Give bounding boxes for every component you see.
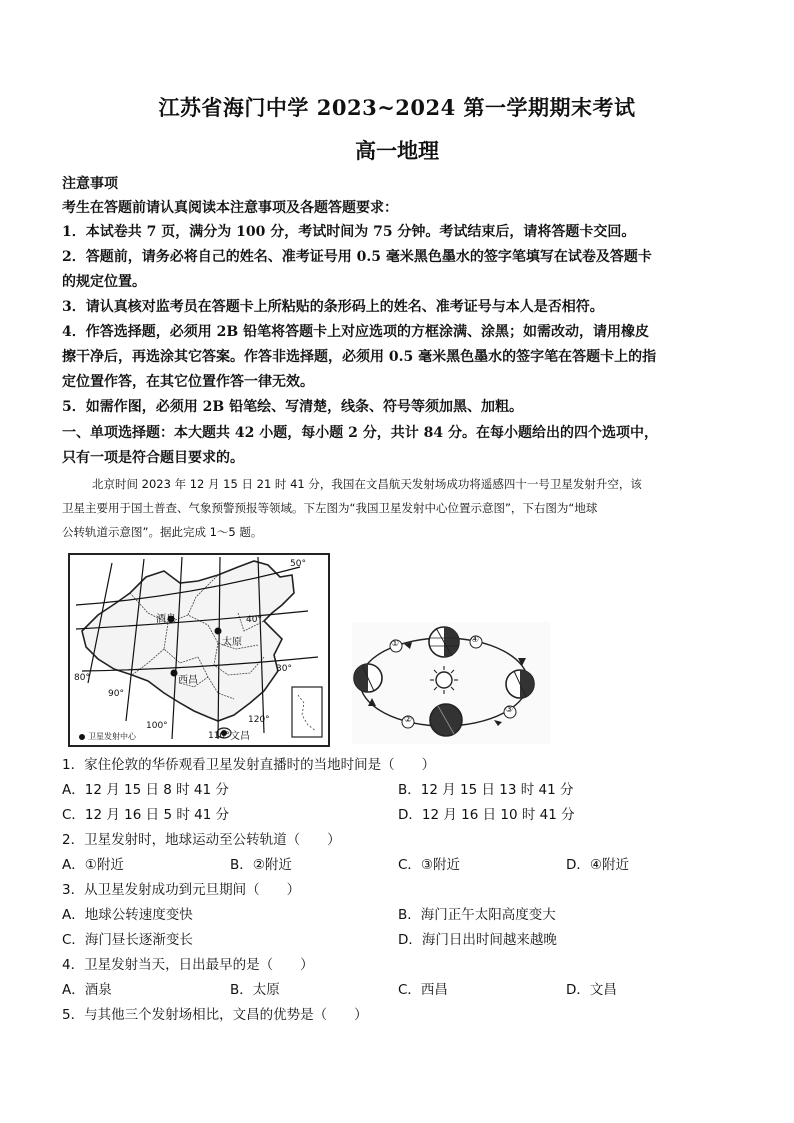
notice-item: 2．答题前，请务必将自己的姓名、准考证号用 0.5 毫米黑色墨水的签字笔填写在试卷及答题卡 (62, 249, 652, 265)
jiuquan-label: 酒泉 (156, 614, 176, 625)
lon-90-label: 90° (108, 689, 124, 699)
notice-item: 3．请认真核对监考员在答题卡上所粘贴的条形码上的姓名、准考证号与本人是否相符。 (62, 299, 604, 315)
notice-item: 1．本试卷共 7 页，满分为 100 分，考试时间为 75 分钟。考试结束后，请将答题卡交回。 (62, 224, 636, 240)
question-option[interactable]: C．③附近 (398, 857, 461, 873)
question-option[interactable]: A．①附近 (62, 857, 124, 873)
notice-heading: 注意事项 (62, 176, 118, 192)
question-option[interactable]: D．④附近 (566, 857, 629, 873)
question-option[interactable]: A．酒泉 (62, 982, 112, 998)
question-option[interactable]: B．②附近 (230, 857, 292, 873)
question-option[interactable]: C．西昌 (398, 982, 448, 998)
orbit-point-3: ③ (505, 705, 514, 715)
section-heading: 只有一项是符合题目要求的。 (62, 450, 244, 466)
question-option[interactable]: C．12 月 16 日 5 时 41 分 (62, 807, 230, 823)
question-option[interactable]: C．海门昼长逐渐变长 (62, 932, 193, 948)
lat-30-label: 30° (276, 664, 292, 674)
question-stem: 1．家住伦敦的华侨观看卫星发射直播时的当地时间是（ ） (62, 757, 436, 773)
notice-item: 的规定位置。 (62, 274, 146, 290)
notice-item: 定位置作答，在其它位置作答一律无效。 (62, 374, 314, 390)
notice-item: 擦干净后，再选涂其它答案。作答非选择题，必须用 0.5 毫米黑色墨水的签字笔在答题卡上的指 (62, 349, 657, 365)
xichang-label: 西昌 (178, 675, 198, 686)
map-legend: 卫星发射中心 (88, 732, 136, 741)
lat-40-label: 40° (246, 615, 262, 625)
notice-intro: 考生在答题前请认真阅读本注意事项及各题答题要求： (62, 200, 398, 216)
question-option[interactable]: D．文昌 (566, 982, 617, 998)
question-option[interactable]: B．12 月 15 日 13 时 41 分 (398, 782, 574, 798)
question-option[interactable]: D．12 月 16 日 10 时 41 分 (398, 807, 575, 823)
lon-110-label: 110° (208, 731, 230, 741)
lon-120-label: 120° (248, 715, 270, 725)
passage-line: 公转轨道示意图”。据此完成 1～5 题。 (62, 525, 263, 539)
question-option[interactable]: A．12 月 15 日 8 时 41 分 (62, 782, 229, 798)
question-stem: 3．从卫星发射成功到元旦期间（ ） (62, 882, 301, 898)
earth-orbit-diagram (352, 622, 550, 744)
orbit-point-2: ② (404, 715, 413, 725)
section-heading: 一、单项选择题：本大题共 42 小题，每小题 2 分，共计 84 分。在每小题给出的四个选项中， (62, 425, 658, 441)
notice-item: 5．如需作图，必须用 2B 铅笔绘、写清楚，线条、符号等须加黑、加粗。 (62, 399, 524, 415)
passage-line: 卫星主要用于国土普查、气象预警预报等领域。下左图为“我国卫星发射中心位置示意图”，下右图为“地球 (62, 501, 598, 515)
orbit-point-4: ④ (471, 635, 480, 645)
notice-item: 4．作答选择题，必须用 2B 铅笔将答题卡上对应选项的方框涂满、涂黑；如需改动，请用橡皮 (62, 324, 650, 340)
lat-50-label: 50° (290, 559, 306, 569)
orbit-point-1: ① (391, 639, 400, 649)
wenchang-label: 文昌 (230, 731, 250, 742)
question-stem: 4．卫星发射当天，日出最早的是（ ） (62, 957, 314, 973)
taiyuan-label: 太原 (222, 637, 242, 648)
question-option[interactable]: B．太原 (230, 982, 280, 998)
question-option[interactable]: A．地球公转速度变快 (62, 907, 193, 923)
exam-title: 江苏省海门中学 2023~2024 第一学期期末考试 (158, 95, 636, 120)
question-stem: 5．与其他三个发射场相比，文昌的优势是（ ） (62, 1007, 368, 1023)
lon-100-label: 100° (146, 721, 168, 731)
question-option[interactable]: B．海门正午太阳高度变大 (398, 907, 556, 923)
china-launch-center-map (68, 553, 330, 747)
question-stem: 2．卫星发射时，地球运动至公转轨道（ ） (62, 832, 341, 848)
passage-line: 北京时间 2023 年 12 月 15 日 21 时 41 分，我国在文昌航天发射场成功将遥感四十一号卫星发射升空，该 (92, 477, 642, 491)
lon-80-label: 80° (74, 673, 90, 683)
question-option[interactable]: D．海门日出时间越来越晚 (398, 932, 557, 948)
exam-subject: 高一地理 (355, 138, 439, 163)
